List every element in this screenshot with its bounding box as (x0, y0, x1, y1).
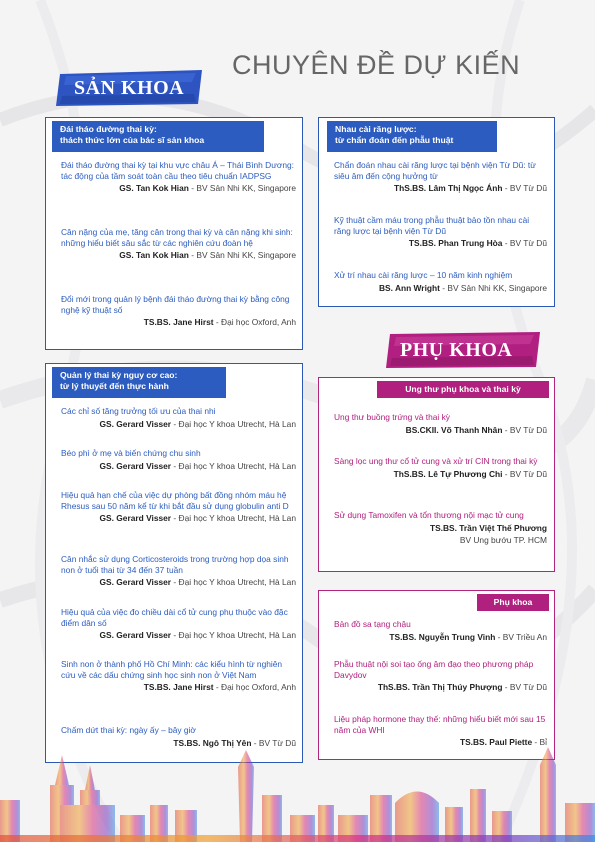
speaker-org: - Đại học Y khoa Utrecht, Hà Lan (171, 577, 296, 588)
speaker-name: TS.BS. Jane Hirst (143, 682, 214, 693)
speaker-name: TS.BS. Nguyễn Trung Vinh (389, 631, 496, 642)
speaker-name: BS.CKII. Võ Thanh Nhân (405, 424, 503, 435)
list-item (334, 215, 547, 249)
speaker-name: TS.BS. Jane Hirst (143, 317, 214, 328)
box-header (377, 381, 549, 398)
san-khoa-label: SẢN KHOA (74, 77, 185, 99)
speaker-line (334, 183, 547, 194)
talk-title: Đổi mới trong quản lý bệnh đái tháo đường thai kỳ bằng công nghệ kỹ thuật số (61, 294, 290, 315)
list-item (61, 448, 296, 471)
speaker-line (61, 577, 296, 588)
speaker-line (61, 317, 296, 328)
speaker-line (334, 425, 547, 436)
box-ung-thu-phu-khoa (318, 377, 555, 572)
speaker-name: GS. Gerard Visser (99, 577, 172, 588)
speaker-org: - BV Từ Dũ (502, 424, 547, 435)
phu-khoa-banner (386, 330, 544, 370)
speaker-name: TS.BS. Trần Việt Thế Phương (429, 522, 547, 533)
speaker-org: - BV Sản Nhi KK, Singapore (188, 183, 296, 194)
talk-title: Cân nặng của mẹ, tăng cân trong thai kỳ và cân nặng khi sinh: những hiểu biết sâu sắc từ các nghiên cứu đoàn hệ (61, 227, 293, 248)
list-item (334, 510, 547, 546)
speaker-line (334, 238, 547, 249)
talk-title: Cân nhắc sử dụng Corticosteroids trong trường hợp dọa sinh non ở tuổi thai từ 34 đến 37 tuần (61, 554, 289, 575)
header-line-1: Ung thư phụ khoa và thai kỳ (405, 384, 521, 394)
list-item (61, 406, 296, 429)
speaker-line (61, 682, 296, 693)
header-line-1: Phụ khoa (493, 597, 533, 607)
speaker-org: - BV Triều An (495, 631, 547, 642)
header-line-1: Đái tháo đường thai kỳ: (60, 124, 157, 134)
list-item (334, 714, 547, 748)
box-phu-khoa (318, 590, 555, 760)
san-khoa-banner (56, 68, 206, 108)
speaker-org: - Đại học Y khoa Utrecht, Hà Lan (171, 460, 296, 471)
speaker-line (334, 283, 547, 294)
speaker-line (334, 523, 547, 534)
speaker-org: - BV Từ Dũ (251, 737, 296, 748)
speaker-line (334, 469, 547, 480)
speaker-org: - BV Từ Dũ (502, 468, 547, 479)
speaker-name: GS. Gerard Visser (99, 630, 172, 641)
speaker-org: - Đại học Y khoa Utrecht, Hà Lan (171, 630, 296, 641)
box-header (52, 367, 226, 398)
talk-title: Béo phì ở mẹ và biến chứng chu sinh (61, 448, 201, 458)
speaker-org: - BV Từ Dũ (502, 682, 547, 693)
talk-title: Hiệu quả hạn chế của việc dự phòng bất đồng nhóm máu hệ Rhesus sau 50 năm kể từ khi bắt đầu sử dụng globulin anti D (61, 490, 289, 511)
list-item (61, 490, 296, 524)
speaker-org: - BV Sản Nhi KK, Singapore (439, 282, 547, 293)
phu-khoa-label: PHỤ KHOA (400, 339, 513, 361)
speaker-org: - Đại học Y khoa Utrecht, Hà Lan (171, 513, 296, 524)
speaker-org: - Đại học Oxford, Anh (213, 682, 296, 693)
header-line-2: từ lý thuyết đến thực hành (60, 381, 169, 391)
speaker-name: ThS.BS. Lâm Thị Ngọc Ánh (394, 183, 503, 194)
speaker-name: TS.BS. Paul Piette (459, 737, 533, 748)
talk-title: Liệu pháp hormone thay thế: những hiểu biết mới sau 15 năm của WHI (334, 714, 546, 735)
speaker-org-line: BV Ung bướu TP. HCM (459, 535, 547, 546)
talk-title: Chấm dứt thai kỳ: ngày ấy – bây giờ (61, 725, 196, 735)
talk-title: Các chỉ số tăng trưởng tối ưu của thai nhi (61, 406, 216, 416)
box-header (327, 121, 497, 152)
speaker-name: BS. Ann Wright (378, 282, 440, 293)
talk-title: Phẫu thuật nội soi tạo ống âm đạo theo phương pháp Davydov (334, 659, 534, 680)
box-quan-ly-thai-ky (45, 363, 303, 763)
speaker-name: TS.BS. Phan Trung Hòa (408, 238, 503, 249)
speaker-org: - Bỉ (532, 737, 547, 748)
box-dai-thao-duong (45, 117, 303, 350)
speaker-line (61, 183, 296, 194)
list-item (334, 270, 547, 293)
talk-title: Ung thư buồng trứng và thai kỳ (334, 412, 450, 422)
header-line-2: từ chẩn đoán đến phẫu thuật (335, 135, 454, 145)
speaker-org: - BV Từ Dũ (502, 183, 547, 194)
speaker-name: GS. Tan Kok Hian (119, 250, 189, 261)
talk-title: Kỹ thuật cầm máu trong phẫu thuật bảo tồn nhau cài răng lược tại bệnh viện Từ Dũ (334, 215, 530, 236)
speaker-org: - BV Sản Nhi KK, Singapore (188, 250, 296, 261)
speaker-org: - Đại học Oxford, Anh (213, 317, 296, 328)
header-line-1: Quản lý thai kỳ nguy cơ cao: (60, 370, 178, 380)
list-item (61, 554, 296, 588)
talk-title: Xử trí nhau cài răng lược – 10 năm kinh nghiệm (334, 270, 513, 280)
speaker-name: ThS.BS. Lê Tự Phương Chi (393, 468, 503, 479)
city-skyline-illustration (0, 745, 595, 842)
speaker-line (61, 630, 296, 641)
list-item (334, 659, 547, 693)
talk-title: Sàng lọc ung thư cổ tử cung và xử trí CIN trong thai kỳ (334, 456, 538, 466)
speaker-name: GS. Gerard Visser (99, 513, 172, 524)
page-title: CHUYÊN ĐỀ DỰ KIẾN (232, 50, 521, 80)
speaker-name: GS. Gerard Visser (99, 460, 172, 471)
list-item (334, 412, 547, 435)
talk-title: Bản đồ sa tạng chậu (334, 619, 411, 629)
speaker-name: TS.BS. Ngô Thị Yên (173, 737, 252, 748)
speaker-line (61, 513, 296, 524)
talk-title: Sinh non ở thành phố Hồ Chí Minh: các kiểu hình từ nghiên cứu về các dấu chứng sinh học sinh non ở Việt Nam (61, 659, 283, 680)
talk-title: Sử dụng Tamoxifen và tổn thương nội mạc tử cung (334, 510, 524, 520)
talk-title: Chẩn đoán nhau cài răng lược tại bệnh viện Từ Dũ: từ siêu âm đến cộng hưởng từ (334, 160, 536, 181)
speaker-org: - BV Từ Dũ (502, 238, 547, 249)
box-header (477, 594, 549, 611)
speaker-line (61, 250, 296, 261)
header-line-2: thách thức lớn của bác sĩ sản khoa (60, 135, 205, 145)
speaker-line (61, 419, 296, 430)
list-item (61, 659, 296, 693)
talk-title: Đái tháo đường thai kỳ tại khu vực châu Á – Thái Bình Dương: tác động của tầm soát toàn cầu theo tiêu chuẩn IADPSG (61, 160, 294, 181)
list-item (61, 294, 296, 328)
header-line-1: Nhau cài răng lược: (335, 124, 417, 134)
speaker-name: GS. Gerard Visser (99, 418, 172, 429)
speaker-line (334, 682, 547, 693)
speaker-name: ThS.BS. Trần Thị Thúy Phượng (377, 682, 503, 693)
speaker-name: GS. Tan Kok Hian (119, 183, 189, 194)
list-item (334, 160, 547, 194)
list-item (61, 227, 296, 261)
box-header (52, 121, 264, 152)
speaker-org: - Đại học Y khoa Utrecht, Hà Lan (171, 418, 296, 429)
list-item (61, 607, 296, 641)
speaker-line (61, 461, 296, 472)
box-nhau-cai-rang-luoc (318, 117, 555, 307)
list-item (61, 160, 296, 194)
talk-title: Hiệu quả của việc đo chiều dài cổ tử cung phụ thuộc vào đặc điểm dân số (61, 607, 288, 628)
speaker-line (334, 632, 547, 643)
list-item (334, 456, 547, 479)
list-item (334, 619, 547, 642)
